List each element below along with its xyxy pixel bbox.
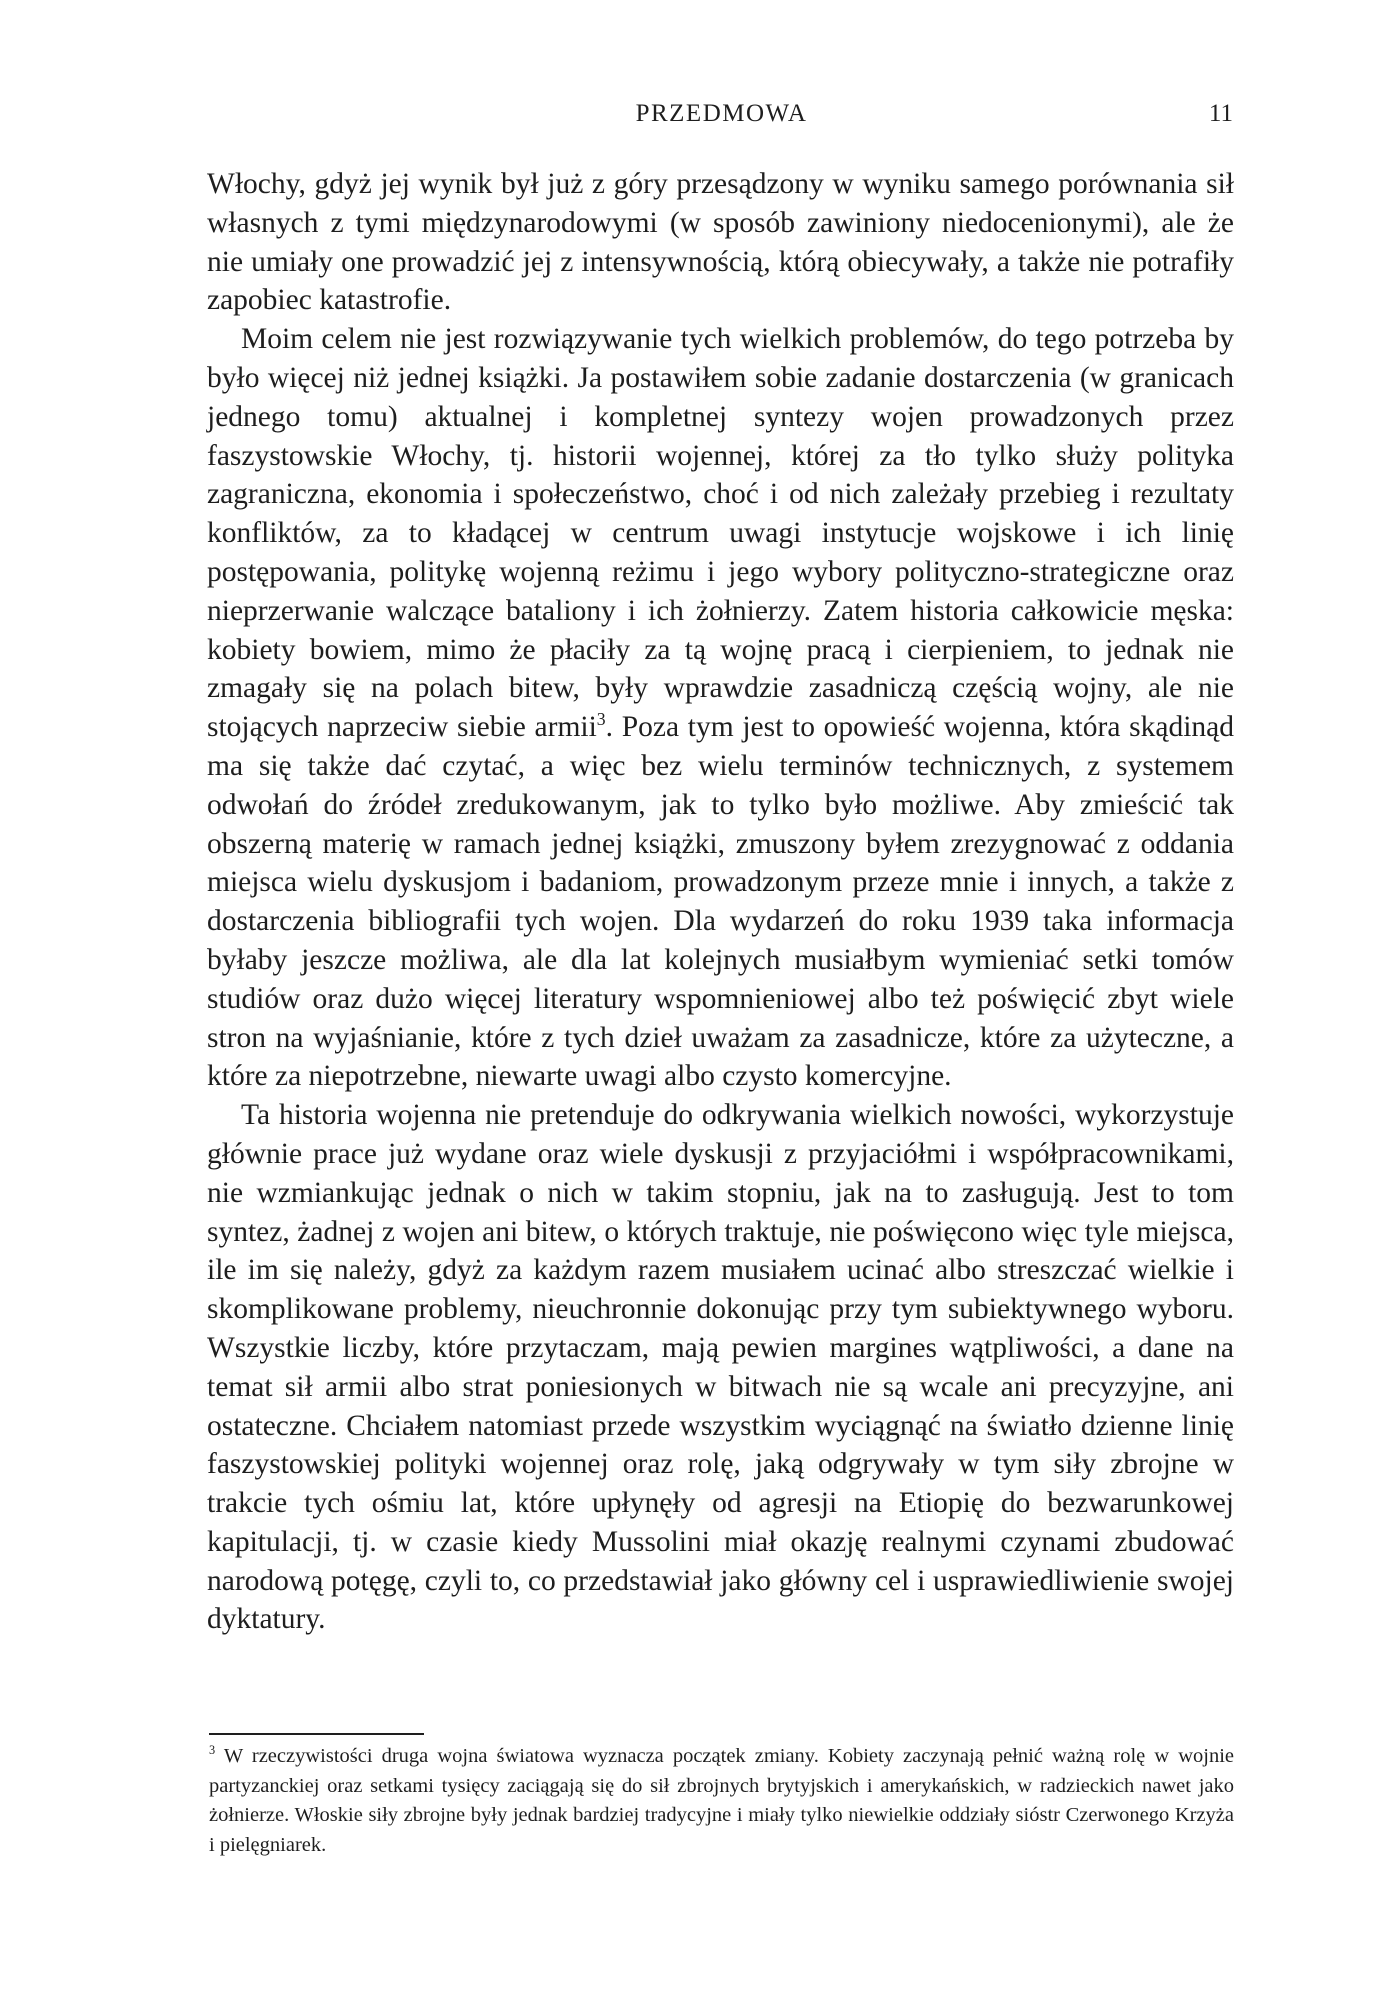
running-head [210,100,1233,140]
footnote-reference: 3 [596,709,606,730]
paragraph-goals [207,320,1234,1096]
paragraph-goals-text: Moim celem nie jest rozwiązywanie tych wielkich problemów, do tego potrzeba by było więcej niż jednej książki. Ja postawiłem sobie zadanie dostarczenia (w granicach jednego tomu) aktualnej i kompletnej syntezy wojen prowadzonych przez faszystowskie Włochy, tj. historii wojennej, której za tło tylko służy polityka zagraniczna, ekonomia i społeczeństwo, choć i od nich zależały przebieg i rezultaty konfliktów, za to kładącej w centrum uwagi instytucje wojskowe i ich linię postępowania, politykę wojenną reżimu i jego wybory polityczno-strategiczne oraz nieprzerwanie walczące bataliony i ich żołnierzy. Zatem historia całkowicie męska: kobiety bowiem, mimo że płaciły za tą wojnę pracą i cierpieniem, to jednak nie zmagały się na polach bitew, były wprawdzie zasadniczą częścią wojny, ale nie stojących naprzeciw siebie armii [207,323,1234,744]
footnote-paragraph [209,1742,1234,1860]
body-text [207,165,1234,1639]
running-title: PRZEDMOWA [635,100,808,127]
paragraph-goals-text-continued: . Poza tym jest to opowieść wojenna, która skądinąd ma się także dać czytać, a więc bez wielu terminów technicznych, z systemem odwołań do źródeł zredukowanym, jak to tylko było możliwe. Aby zmieścić tak obszerną materię w ramach jednej książki, zmuszony byłem zrezygnować z oddania miejsca wielu dyskusjom i badaniom, prowadzonym przeze mnie i innych, a także z dostarczenia bibliografii tych wojen. Dla wydarzeń do roku 1939 taka informacja byłaby jeszcze możliwa, ale dla lat kolejnych musiałbym wymieniać setki tomów studiów oraz dużo więcej literatury wspomnieniowej albo też poświęcić zbyt wiele stron na wyjaśnianie, które z tych dzieł uważam za zasadnicze, które za użyteczne, a które za niepotrzebne, niewarte uwagi albo czysto komercyjne. [207,711,1234,1093]
footnote-marker: 3 [209,1743,216,1758]
paragraph-continuation: Włochy, gdyż jej wynik był już z góry przesądzony w wyniku samego porównania sił własnych z tymi międzynarodowymi (w sposób zawiniony niedocenionymi), ale że nie umiały one prowadzić jej z intensywnością, którą obiecywały, a także nie potrafiły zapobiec katastrofie. [207,168,1234,317]
page-number: 11 [1208,100,1233,127]
footnote [209,1742,1234,1860]
footnote-text: W rzeczywistości druga wojna światowa wyznacza początek zmiany. Kobiety zaczynają pełnić ważną rolę w wojnie partyzanckiej oraz setkami tysięcy zaciągają się do sił zbrojnych brytyjskich i amerykańskich, w radzieckich nawet jako żołnierze. Włoskie siły zbrojne były jednak bardziej tradycyjne i miały tylko niewielkie oddziały sióstr Czerwonego Krzyża i pielęgniarek. [209,1745,1234,1856]
paragraph-scope: Ta historia wojenna nie pretenduje do odkrywania wielkich nowości, wykorzystuje głównie prace już wydane oraz wiele dyskusji z przyjaciółmi i współpracownikami, nie wzmiankując jednak o nich w takim stopniu, jak na to zasługują. Jest to tom syntez, żadnej z wojen ani bitew, o których traktuje, nie poświęcono więc tyle miejsca, ile im się należy, gdyż za każdym razem musiałem ucinać albo streszczać wielkie i skomplikowane problemy, nieuchronnie dokonując przy tym subiektywnego wyboru. Wszystkie liczby, które przytaczam, mają pewien margines wątpliwości, a dane na temat sił armii albo strat poniesionych w bitwach nie są wcale ani precyzyjne, ani ostateczne. Chciałem natomiast przede wszystkim wyciągnąć na światło dzienne linię faszystowskiej polityki wojennej oraz rolę, jaką odgrywały w tym siły zbrojne w trakcie tych ośmiu lat, które upłynęły od agresji na Etiopię do bezwarunkowej kapitulacji, tj. w czasie kiedy Mussolini miał okazję realnymi czynami zbudować narodową potęgę, czyli to, co przedstawiał jako główny cel i usprawiedliwienie swojej dyktatury. [207,1099,1234,1636]
footnote-separator [209,1733,424,1735]
